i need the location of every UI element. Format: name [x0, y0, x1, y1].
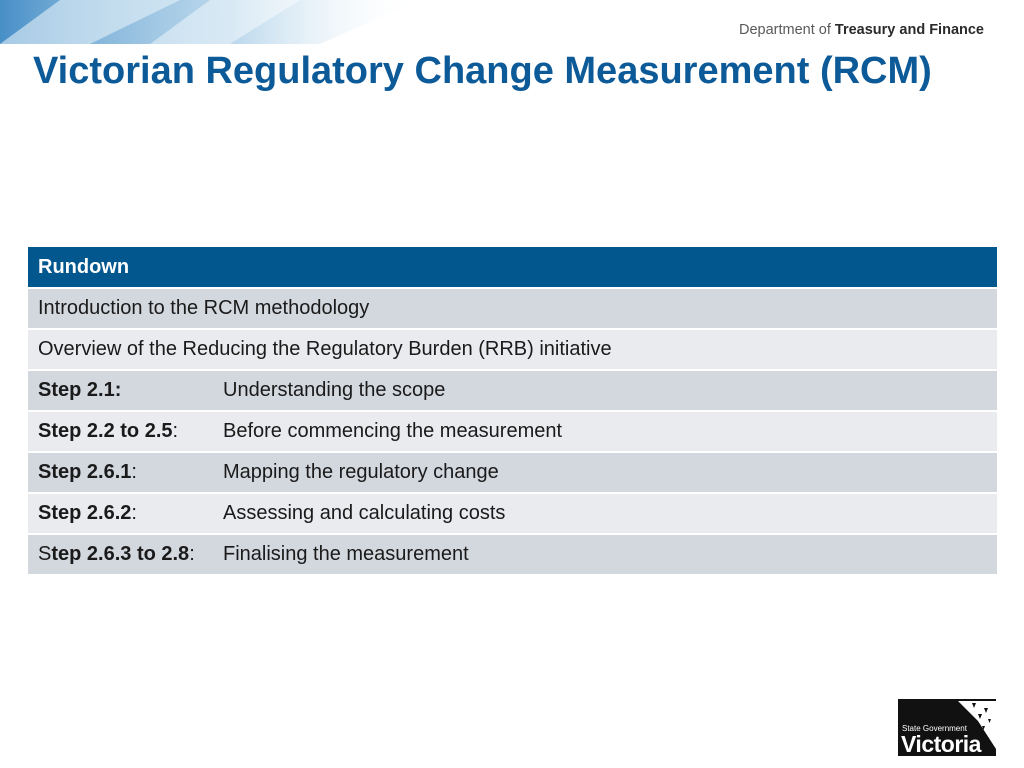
table-row	[28, 534, 997, 574]
step-number: Step 2.6.1	[38, 461, 132, 483]
department-name: Treasury and Finance	[834, 22, 984, 38]
table-row	[28, 493, 997, 534]
rundown-heading: Rundown	[28, 247, 997, 288]
step-suffix: :	[189, 543, 195, 565]
department-label	[739, 22, 984, 38]
step-label	[28, 534, 213, 574]
step-description: Understanding the scope	[213, 370, 997, 411]
step-number: tep 2.6.3 to 2.8	[51, 543, 190, 565]
step-description: Finalising the measurement	[213, 534, 997, 574]
step-description: Mapping the regulatory change	[213, 452, 997, 493]
department-prefix: Department of	[738, 22, 831, 38]
intro-row-text: Introduction to the RCM methodology	[28, 288, 997, 329]
step-number: Step 2.2 to 2.5	[38, 420, 173, 442]
header-banner-decoration	[0, 0, 420, 44]
step-description: Assessing and calculating costs	[213, 493, 997, 534]
table-row	[28, 288, 997, 329]
logo-line-victoria: Victoria	[901, 731, 981, 756]
step-suffix: :	[131, 502, 137, 524]
step-suffix: :	[172, 420, 179, 442]
logo-line-state-government: State Government	[902, 724, 967, 733]
table-row	[28, 329, 997, 370]
rundown-table	[28, 247, 997, 574]
rundown-header-row	[28, 247, 997, 288]
page-title: Victorian Regulatory Change Measurement (RCM)	[33, 50, 932, 92]
table-row	[28, 452, 997, 493]
step-label	[28, 370, 213, 411]
state-government-victoria-logo	[898, 699, 996, 756]
step-label	[28, 493, 213, 534]
intro-row-text: Overview of the Reducing the Regulatory Burden (RRB) initiative	[28, 329, 997, 370]
step-suffix: :	[131, 461, 137, 483]
step-number: Step 2.1:	[38, 379, 122, 401]
step-description: Before commencing the measurement	[213, 411, 997, 452]
table-row	[28, 411, 997, 452]
step-number: Step 2.6.2	[38, 502, 132, 524]
step-label	[28, 452, 213, 493]
table-row	[28, 370, 997, 411]
step-label	[28, 411, 213, 452]
step-prefix: S	[38, 543, 52, 565]
